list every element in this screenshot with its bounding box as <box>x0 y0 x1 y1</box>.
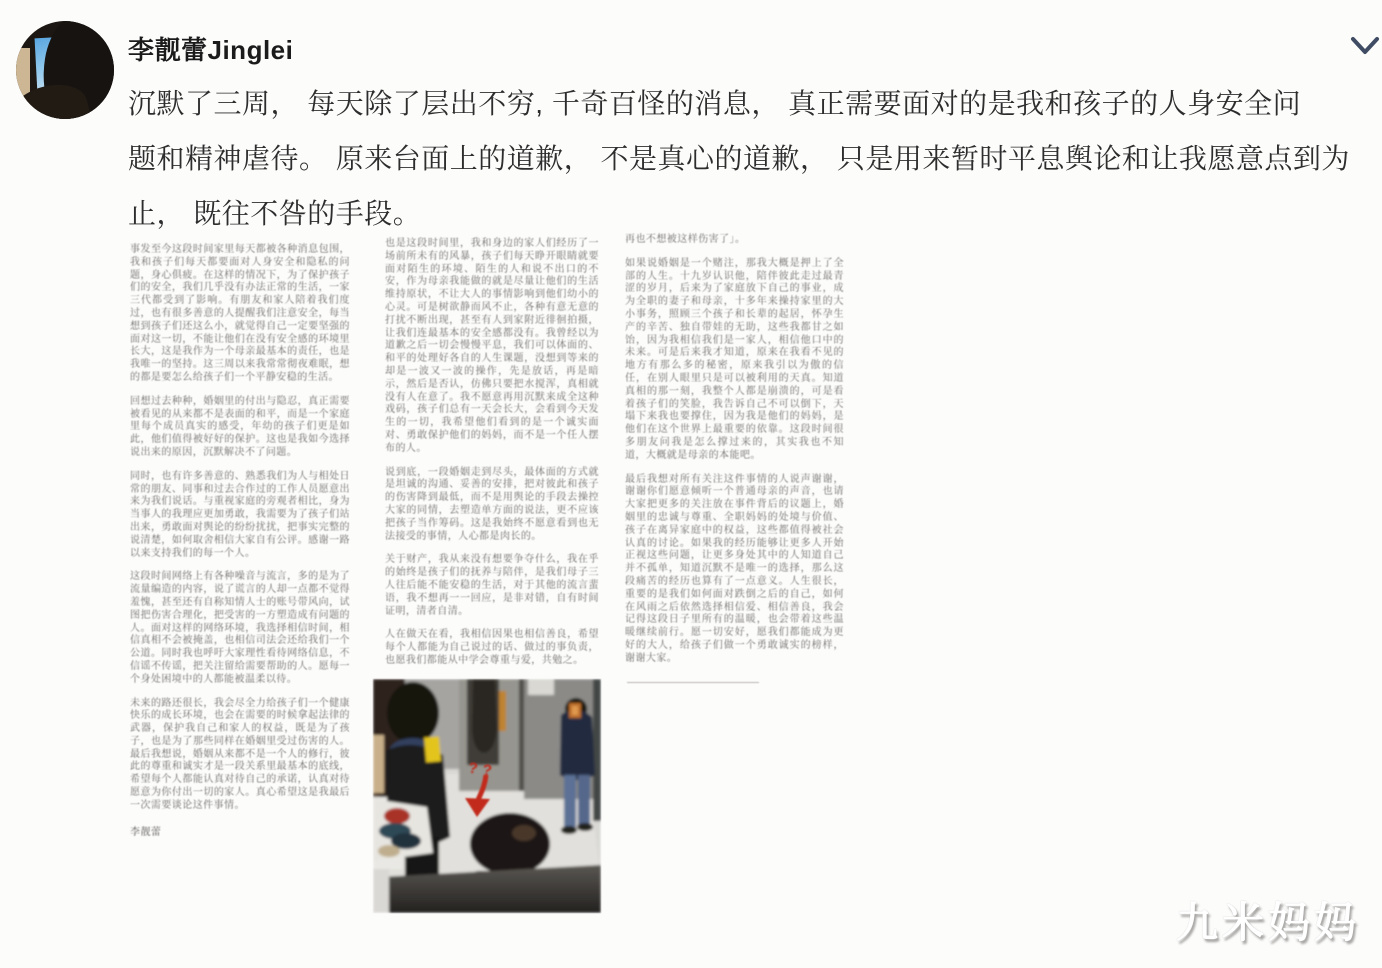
letter-signature: 李靓蕾 <box>130 826 162 838</box>
post-text <box>128 76 1373 241</box>
letter-page-3[interactable] <box>625 232 844 683</box>
photo-yellow-object <box>424 736 441 762</box>
illegible-paragraph: 这段时间网络上有各种噪音与流言，多的是为了流量编造的内容，说了谎言的人却一点都不觉得羞愧，甚至还有自称知情人士的账号带风向，试图把伤害合理化，把受害的一方塑造成有问题的人。面对这样的网络环境，我选择相信时间，相信真相不会被掩盖，也相信司法会还给我们一个公道。同时我也呼吁大家理性看待网络信息，不信谣不传谣，把关注留给需要帮助的人。愿每一个身处困境中的人都能被温柔以待。 <box>130 571 350 685</box>
illegible-paragraph: 说到底，一段婚姻走到尽头，最体面的方式就是坦诚的沟通、妥善的安排，把对彼此和孩子的伤害降到最低，而不是用舆论的手段去操控大家的同情，去塑造单方面的说法，更不应该把孩子当作筹码。这是我始终不愿意看到也无法接受的事情，人心都是肉长的。 <box>385 466 599 542</box>
illegible-paragraph: 同时，也有许多善意的、熟悉我们为人与相处日常的朋友、同事和过去合作过的工作人员愿意出来为我们说话。与重视家庭的旁观者相比，身为当事人的我理应更加勇敢，我需要为了孩子们站出来，勇敢面对舆论的纷纷扰扰，把事实完整的说清楚，如何取舍相信大家自有公评。感谢一路以来支持我们的每一个人。 <box>130 470 350 559</box>
letter-end-rule <box>627 682 759 683</box>
illegible-paragraph: 人在做天在看，我相信因果也相信善良，希望每个人都能为自己说过的话、做过的事负责，也愿我们都能从中学会尊重与爱，共勉之。 <box>385 629 599 666</box>
letter-page-2[interactable] <box>385 232 599 913</box>
evidence-photo[interactable] <box>373 679 601 913</box>
illegible-paragraph: 事发至今这段时间家里每天都被各种消息包围，我和孩子们每天都要面对人身安全和隐私的问题，身心俱疲。在这样的情况下，为了保护孩子们的安全，我们几乎没有办法正常的生活，一家三代都受到了影响。有朋友和家人陪着我们度过，也有很多善意的人提醒我们注意安全，每当想到孩子们还这么小，就觉得自己一定要坚强的面对这一切，不能让他们在没有安全感的环境里长大，这是我作为一个母亲最基本的责任，也是我唯一的坚持。这三周以来我常常彻夜难眠，想的都是要怎么给孩子们一个平静安稳的生活。 <box>130 244 350 383</box>
illegible-paragraph: 未来的路还很长，我会尽全力给孩子们一个健康快乐的成长环境，也会在需要的时候拿起法律的武器，保护我自己和家人的权益，既是为了孩子，也是为了那些同样在婚姻里受过伤害的人。最后我想说，婚姻从来都不是一个人的修行，彼此的尊重和诚实才是一段关系里最基本的底线，希望每个人都能认真对待自己的承诺，认真对待愿意为你付出一切的家人。真心希望这是我最后一次需要谈论这件事情。 <box>130 697 350 811</box>
illegible-paragraph: 如果说婚姻是一个赌注，那我大概是押上了全部的人生。十九岁认识他，陪伴彼此走过最青涩的岁月，后来为了家庭放下自己的事业，成为全职的妻子和母亲，十多年来操持家里的大小事务，照顾三个孩子和长辈的起居，怀孕生产的辛苦、独自带娃的无助，这些我都甘之如饴，因为我相信我们是一家人，相信他口中的未来。可是后来我才知道，原来在我看不见的地方有那么多的秘密，原来我引以为傲的信任，在别人眼里只是可以被利用的天真。知道真相的那一刻，我整个人都是崩溃的，可是看着孩子们的笑脸，我告诉自己不可以倒下，天塌下来我也要撑住，因为我是他们的妈妈，是他们在这个世界上最重要的依靠。这段时间很多朋友问我是怎么撑过来的，其实我也不知道，大概就是母亲的本能吧。 <box>625 257 844 461</box>
illegible-paragraph: 回想过去种种，婚姻里的付出与隐忍，真正需要被看见的从来都不是表面的和平，而是一个家庭里每个成员真实的感受，年幼的孩子们更是如此，他们值得被好好的保护。这也是我如今选择说出来的原因，沉默解决不了问题。 <box>130 395 350 458</box>
avatar[interactable] <box>16 21 114 119</box>
username[interactable]: 李靓蕾Jinglei <box>128 35 294 65</box>
letter-page-1[interactable] <box>130 232 350 839</box>
photo-question-marks: ? ? <box>467 759 494 780</box>
chevron-down-icon[interactable] <box>1348 30 1382 60</box>
photo-table-items <box>373 799 433 861</box>
illegible-paragraph: 最后我想对所有关注这件事情的人说声谢谢，谢谢你们愿意倾听一个普通母亲的声音，也请大家把更多的关注放在事件背后的议题上，婚姻里的忠诚与尊重、全职妈妈的处境与价值、孩子在离异家庭中的权益，这些都值得被社会认真的讨论。如果我的经历能够让更多人开始正视这些问题，让更多身处其中的人知道自己并不孤单，知道沉默不是唯一的选择，那么这段痛苦的经历也算有了一点意义。人生很长，重要的是我们如何面对跌倒之后的自己，如何在风雨之后依然选择相信爱、相信善良，我会记得这段日子里所有的温暖，也会带着这些温暖继续前行。愿一切安好，愿我们都能成为更好的大人，给孩子们做一个勇敢诚实的榜样，谢谢大家。 <box>625 473 844 664</box>
photo-scene <box>373 679 601 913</box>
post-line: 题和精神虐待。 原来台面上的道歉， 不是真心的道歉， 只是用来暂时平息舆论和让我愿意点到为 <box>128 143 1350 174</box>
illegible-paragraph: 也是这段时间里，我和身边的家人们经历了一场前所未有的风暴，孩子们每天睁开眼睛就要面对陌生的环境、陌生的人和说不出口的不安，作为母亲我能做的就是尽量让他们的生活维持原状，不让大人的事情影响到他们幼小的心灵。可是树欲静而风不止，各种有意无意的打扰不断出现，甚至有人到家附近徘徊拍摄，让我们连最基本的安全感都没有。我曾经以为道歉之后一切会慢慢平息，我们可以体面的、和平的处理好各自的人生课题，没想到等来的却是一波又一波的操作，先是放话，再是暗示，然后是否认，仿佛只要把水搅浑，真相就没有人在意了。我不愿意再用沉默来成全这种戏码，孩子们总有一天会长大，会看到今天发生的一切，我希望他们看到的是一个诚实面对、勇敢保护他们的妈妈，而不是一个任人摆布的人。 <box>385 238 599 454</box>
post-line: 止， 既往不咎的手段。 <box>128 198 422 229</box>
watermark: 九米妈妈 <box>1175 899 1360 946</box>
post-line: 沉默了三周， 每天除了层出不穷, 千奇百怪的消息， 真正需要面对的是我和孩子的人身安全问 <box>128 88 1302 119</box>
illegible-paragraph: 关于财产，我从来没有想要争夺什么，我在乎的始终是孩子们的抚养与陪伴，是我们母子三人往后能不能安稳的生活，对于其他的流言蜚语，我不想再一一回应，是非对错，自有时间证明，清者自清。 <box>385 554 599 617</box>
illegible-lead-line: 再也不想被这样伤害了」。 <box>625 234 746 245</box>
